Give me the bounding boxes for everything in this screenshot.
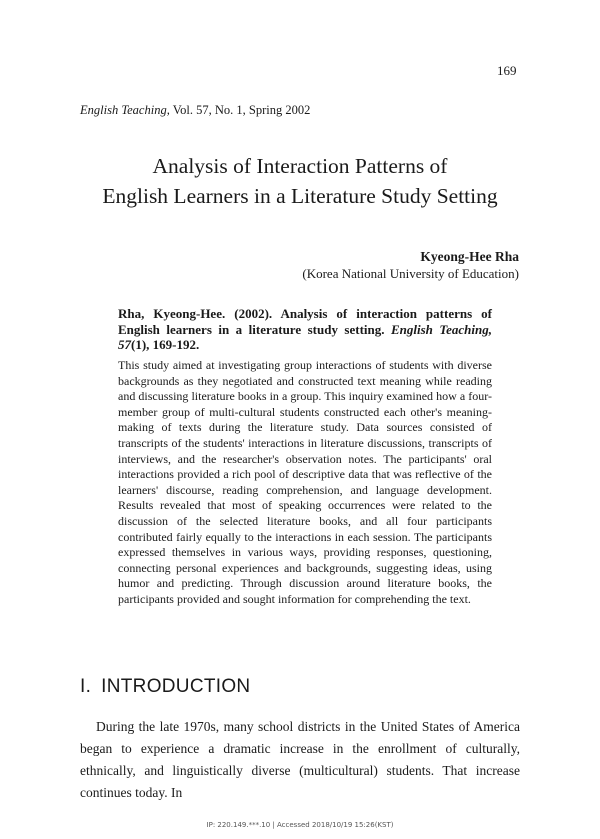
citation-prefix: Rha, Kyeong-Hee. (2002). Analysis of interaction patterns of English learners in a literature study setting. [118, 306, 492, 337]
paper-title [0, 151, 600, 211]
page-number: 169 [497, 63, 517, 78]
citation-journal: English Teaching, [390, 321, 492, 337]
journal-details: Vol. 57, No. 1, Spring 2002 [172, 103, 311, 117]
access-footer: IP: 220.149.***.10 | Accessed 2018/10/19 15:26(KST) [206, 821, 394, 829]
author-name: Kyeong-Hee Rha [420, 249, 519, 264]
title-line-1: Analysis of Interaction Patterns of [152, 154, 448, 178]
citation-suffix: (1), 169-192. [131, 337, 200, 352]
section-heading [80, 676, 260, 698]
citation-volume: 57 [118, 337, 131, 352]
journal-name: English Teaching, [80, 103, 170, 117]
section-title: INTRODUCTION [101, 676, 251, 697]
title-line-2: English Learners in a Literature Study Setting [102, 184, 498, 208]
section-number: I. [80, 676, 92, 697]
body-paragraph: During the late 1970s, many school districts in the United States of America began to experience a dramatic increase in the enrollment of culturally, ethnically, and linguistically diverse (multicultural) students. That increase continues today. In [80, 719, 520, 800]
journal-reference [80, 103, 310, 118]
abstract: This study aimed at investigating group interactions of students with diverse backgrounds as they negotiated and constructed text meaning while reading and discussing literature books in a group. This inquiry examined how a four-member group of multi-cultural students constructed each other's meaning-making of texts during the literature study. Data sources consisted of transcripts of the students' interactions in literature discussions, transcripts of interviews, and the researcher's observation notes. The participants' oral interactions provided a rich pool of descriptive data that was reflective of the learners' discourse, reading comprehension, and language development. Results revealed that most of speaking occurrences were related to the discussion of the selected literature books, and all four participants contributed fairly equally to the interactions in each session. The participants expressed themselves in various ways, providing responses, questioning, connecting personal experiences and backgrounds, suggesting ideas, using humor and predicting. Through discussion around literature books, the participants provided and sought information for comprehending the text. [118, 358, 492, 606]
author-affiliation: (Korea National University of Education) [302, 266, 519, 281]
citation [118, 306, 492, 353]
